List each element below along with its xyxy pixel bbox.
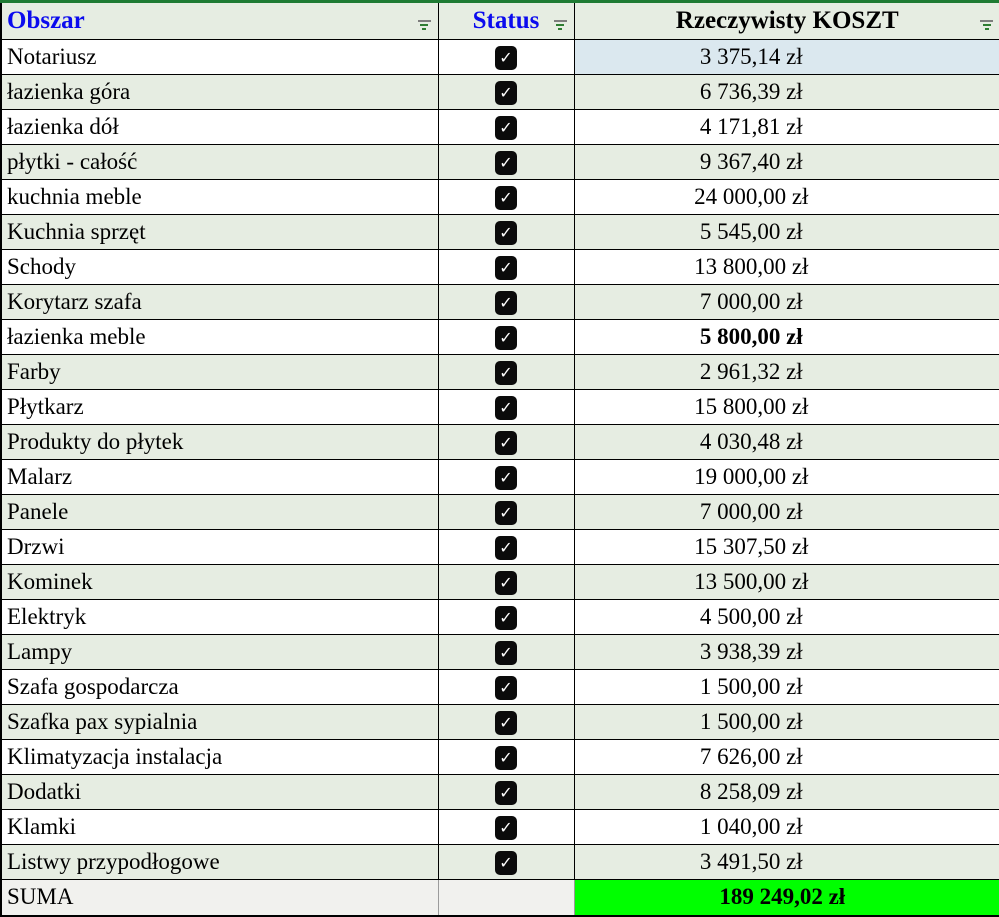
status-cell[interactable]	[438, 495, 574, 530]
table-row	[1, 460, 999, 495]
checked-checkbox[interactable]: ✓	[495, 326, 517, 350]
checked-checkbox[interactable]: ✓	[495, 606, 517, 630]
table-row	[1, 845, 999, 880]
koszt-cell[interactable]: 3 491,50 zł	[574, 845, 999, 880]
status-cell[interactable]	[438, 75, 574, 110]
column-header-obszar[interactable]	[1, 2, 438, 40]
table-row	[1, 530, 999, 565]
table-row	[1, 145, 999, 180]
column-header-koszt[interactable]	[574, 2, 999, 40]
checked-checkbox[interactable]: ✓	[495, 781, 517, 805]
status-cell[interactable]	[438, 530, 574, 565]
filter-icon[interactable]	[554, 20, 567, 30]
checked-checkbox[interactable]: ✓	[495, 116, 517, 140]
status-cell[interactable]	[438, 565, 574, 600]
koszt-cell[interactable]: 5 800,00 zł	[574, 320, 999, 355]
table-row	[1, 110, 999, 145]
obszar-cell[interactable]: Dodatki	[1, 775, 438, 810]
obszar-cell[interactable]: Lampy	[1, 635, 438, 670]
koszt-cell[interactable]: 1 500,00 zł	[574, 670, 999, 705]
table-row	[1, 775, 999, 810]
checked-checkbox[interactable]: ✓	[495, 711, 517, 735]
obszar-cell[interactable]: Szafka pax sypialnia	[1, 705, 438, 740]
koszt-cell[interactable]: 3 375,14 zł	[574, 40, 999, 75]
koszt-cell[interactable]: 4 030,48 zł	[574, 425, 999, 460]
status-cell[interactable]	[438, 600, 574, 635]
koszt-cell[interactable]: 3 938,39 zł	[574, 635, 999, 670]
koszt-cell[interactable]: 4 500,00 zł	[574, 600, 999, 635]
koszt-cell[interactable]: 7 000,00 zł	[574, 495, 999, 530]
table-row	[1, 705, 999, 740]
obszar-cell[interactable]: Płytkarz	[1, 390, 438, 425]
status-cell[interactable]	[438, 845, 574, 880]
status-cell[interactable]	[438, 40, 574, 75]
status-cell[interactable]	[438, 215, 574, 250]
checked-checkbox[interactable]: ✓	[495, 466, 517, 490]
table-row	[1, 565, 999, 600]
status-cell[interactable]	[438, 110, 574, 145]
obszar-cell[interactable]: łazienka góra	[1, 75, 438, 110]
status-cell[interactable]	[438, 250, 574, 285]
summary-total-cell[interactable]: 189 249,02 zł	[574, 880, 999, 916]
table-row	[1, 75, 999, 110]
checked-checkbox[interactable]: ✓	[495, 536, 517, 560]
checked-checkbox[interactable]: ✓	[495, 81, 517, 105]
status-cell[interactable]	[438, 670, 574, 705]
koszt-cell[interactable]: 15 307,50 zł	[574, 530, 999, 565]
obszar-cell[interactable]: Notariusz	[1, 40, 438, 75]
table-row	[1, 670, 999, 705]
koszt-cell[interactable]: 1 500,00 zł	[574, 705, 999, 740]
column-header-status-label: Status	[472, 7, 540, 34]
koszt-cell[interactable]: 9 367,40 zł	[574, 145, 999, 180]
checked-checkbox[interactable]: ✓	[495, 396, 517, 420]
status-cell[interactable]	[438, 180, 574, 215]
koszt-cell[interactable]: 13 500,00 zł	[574, 565, 999, 600]
checked-checkbox[interactable]: ✓	[495, 361, 517, 385]
column-header-obszar-label: Obszar	[7, 7, 85, 34]
summary-status-cell[interactable]	[438, 880, 574, 916]
table-row	[1, 355, 999, 390]
header-row	[1, 2, 999, 40]
status-cell[interactable]	[438, 740, 574, 775]
status-cell[interactable]	[438, 635, 574, 670]
status-cell[interactable]	[438, 390, 574, 425]
filter-icon[interactable]	[980, 20, 993, 30]
koszt-cell[interactable]: 1 040,00 zł	[574, 810, 999, 845]
obszar-cell[interactable]: Schody	[1, 250, 438, 285]
obszar-cell[interactable]: Panele	[1, 495, 438, 530]
filter-icon[interactable]	[418, 20, 431, 30]
obszar-cell[interactable]: Szafa gospodarcza	[1, 670, 438, 705]
koszt-cell[interactable]: 7 626,00 zł	[574, 740, 999, 775]
table-row	[1, 390, 999, 425]
table-row	[1, 320, 999, 355]
table-row	[1, 425, 999, 460]
koszt-cell[interactable]: 8 258,09 zł	[574, 775, 999, 810]
checked-checkbox[interactable]: ✓	[495, 676, 517, 700]
status-cell[interactable]	[438, 775, 574, 810]
table-row	[1, 740, 999, 775]
obszar-cell[interactable]: Drzwi	[1, 530, 438, 565]
summary-label-cell[interactable]: SUMA	[1, 880, 438, 916]
obszar-cell[interactable]: Kominek	[1, 565, 438, 600]
koszt-cell[interactable]: 4 171,81 zł	[574, 110, 999, 145]
status-cell[interactable]	[438, 320, 574, 355]
status-cell[interactable]	[438, 705, 574, 740]
column-header-koszt-label: Rzeczywisty KOSZT	[675, 7, 899, 34]
table-row	[1, 250, 999, 285]
koszt-cell[interactable]: 5 545,00 zł	[574, 215, 999, 250]
obszar-cell[interactable]: łazienka meble	[1, 320, 438, 355]
koszt-cell[interactable]: 15 800,00 zł	[574, 390, 999, 425]
koszt-cell[interactable]: 2 961,32 zł	[574, 355, 999, 390]
checked-checkbox[interactable]: ✓	[495, 46, 517, 70]
checked-checkbox[interactable]: ✓	[495, 256, 517, 280]
status-cell[interactable]	[438, 425, 574, 460]
checked-checkbox[interactable]: ✓	[495, 746, 517, 770]
obszar-cell[interactable]: Produkty do płytek	[1, 425, 438, 460]
obszar-cell[interactable]: Klamki	[1, 810, 438, 845]
obszar-cell[interactable]: Elektryk	[1, 600, 438, 635]
checked-checkbox[interactable]: ✓	[495, 431, 517, 455]
checked-checkbox[interactable]: ✓	[495, 501, 517, 525]
status-cell[interactable]	[438, 285, 574, 320]
status-cell[interactable]	[438, 460, 574, 495]
table-row	[1, 215, 999, 250]
koszt-cell[interactable]: 7 000,00 zł	[574, 285, 999, 320]
checked-checkbox[interactable]: ✓	[495, 641, 517, 665]
table-row	[1, 40, 999, 75]
checked-checkbox[interactable]: ✓	[495, 291, 517, 315]
koszt-cell[interactable]: 24 000,00 zł	[574, 180, 999, 215]
obszar-cell[interactable]: Farby	[1, 355, 438, 390]
checked-checkbox[interactable]: ✓	[495, 851, 517, 875]
table-row	[1, 180, 999, 215]
checked-checkbox[interactable]: ✓	[495, 221, 517, 245]
summary-row	[1, 880, 999, 916]
table-row	[1, 600, 999, 635]
table-row	[1, 495, 999, 530]
table-row	[1, 635, 999, 670]
table-row	[1, 810, 999, 845]
checked-checkbox[interactable]: ✓	[495, 186, 517, 210]
obszar-cell[interactable]: Klimatyzacja instalacja	[1, 740, 438, 775]
obszar-cell[interactable]: Kuchnia sprzęt	[1, 215, 438, 250]
obszar-cell[interactable]: Korytarz szafa	[1, 285, 438, 320]
obszar-cell[interactable]: Listwy przypodłogowe	[1, 845, 438, 880]
obszar-cell[interactable]: płytki - całość	[1, 145, 438, 180]
status-cell[interactable]	[438, 355, 574, 390]
obszar-cell[interactable]: kuchnia meble	[1, 180, 438, 215]
checked-checkbox[interactable]: ✓	[495, 816, 517, 840]
column-header-status[interactable]	[438, 2, 574, 40]
koszt-cell[interactable]: 19 000,00 zł	[574, 460, 999, 495]
checked-checkbox[interactable]: ✓	[495, 151, 517, 175]
status-cell[interactable]	[438, 145, 574, 180]
obszar-cell[interactable]: Malarz	[1, 460, 438, 495]
table-row	[1, 285, 999, 320]
status-cell[interactable]	[438, 810, 574, 845]
obszar-cell[interactable]: łazienka dół	[1, 110, 438, 145]
checked-checkbox[interactable]: ✓	[495, 571, 517, 595]
koszt-cell[interactable]: 6 736,39 zł	[574, 75, 999, 110]
koszt-cell[interactable]: 13 800,00 zł	[574, 250, 999, 285]
